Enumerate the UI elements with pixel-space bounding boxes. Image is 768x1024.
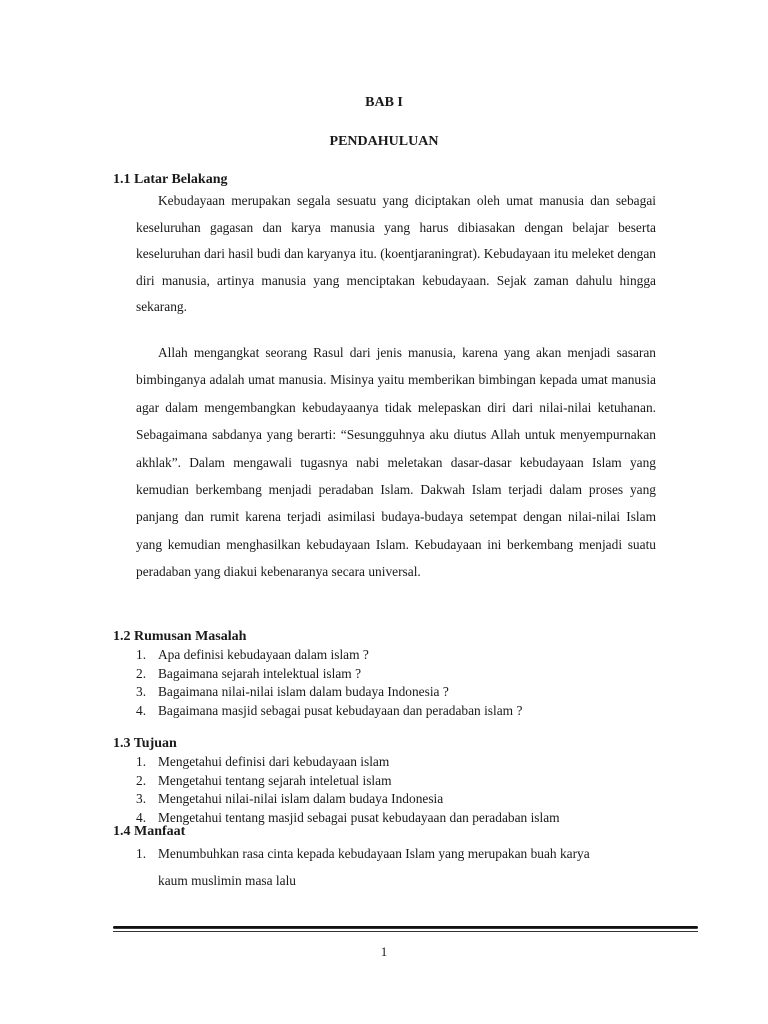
footer-rule bbox=[113, 926, 698, 929]
list-item: 4. Mengetahui tentang masjid sebagai pusat kebudayaan dan peradaban islam bbox=[136, 809, 560, 825]
paragraph-2: Allah mengangkat seorang Rasul dari jenis manusia, karena yang akan menjadi sasaran bimbinganya adalah umat manusia. Misinya yaitu memberikan bimbingan kepada umat manusia agar dalam mengembangkan kebudayaanya tidak melepaskan diri dari nilai-nilai ketuhanan. Sebagaimana sabdanya yang berarti: “Sesungguhnya aku diutus Allah untuk menyempurnakan akhlak”. Dalam mengawali tugasnya nabi meletakan dasar-dasar kebudayaan Islam yang kemudian berkembang menjadi peradaban Islam. Dakwah Islam terjadi dalam proses yang panjang dan rumit karena terjadi asimilasi budaya-budaya setempat dengan nilai-nilai Islam yang kemudian menghasilkan kebudayaan Islam. Kebudayaan ini berkembang menjadi suatu peradaban yang diakui kebenaranya secara universal. bbox=[136, 345, 656, 580]
list-item: 2. Mengetahui tentang sejarah inteletual islam bbox=[136, 772, 392, 788]
page-number: 1 bbox=[380, 944, 388, 959]
list-item: 3. Bagaimana nilai-nilai islam dalam budaya Indonesia ? bbox=[136, 684, 449, 699]
list-item: 1. Menumbuhkan rasa cinta kepada kebudayaan Islam yang merupakan buah karya kaum muslimin masa lalu bbox=[136, 846, 590, 888]
section-heading-tujuan: 1.3 Tujuan bbox=[113, 736, 177, 751]
paragraph-1: Kebudayaan merupakan segala sesuatu yang diciptakan oleh umat manusia dan sebagai keseluruhan gagasan dan karya manusia yang harus dibiasakan dengan belajar beserta keseluruhan dari hasil budi dan karyanya itu. (koentjaraningrat). Kebudayaan itu meleket dengan diri manusia, artinya manusia yang menciptakan kebudayaan. Sejak zaman dahulu hingga sekarang. bbox=[136, 193, 656, 315]
section-heading-rumusan-masalah: 1.2 Rumusan Masalah bbox=[113, 629, 247, 644]
list-item: 1. Mengetahui definisi dari kebudayaan islam bbox=[136, 754, 390, 769]
list-item: 1. Apa definisi kebudayaan dalam islam ? bbox=[136, 647, 369, 662]
rumusan-list bbox=[136, 646, 678, 720]
section-heading-manfaat: 1.4 Manfaat bbox=[113, 824, 186, 839]
tujuan-list bbox=[136, 753, 678, 827]
list-item: 3. Mengetahui nilai-nilai islam dalam budaya Indonesia bbox=[136, 791, 444, 806]
chapter-title: PENDAHULUAN bbox=[329, 134, 439, 149]
list-item: 2. Bagaimana sejarah intelektual islam ? bbox=[136, 665, 362, 681]
footer-rule-thin bbox=[113, 931, 698, 932]
list-item: 4. Bagaimana masjid sebagai pusat kebudayaan dan peradaban islam ? bbox=[136, 702, 523, 718]
section-heading-latar-belakang: 1.1 Latar Belakang bbox=[113, 172, 228, 187]
manfaat-list bbox=[136, 840, 678, 894]
chapter-label: BAB I bbox=[365, 95, 403, 110]
